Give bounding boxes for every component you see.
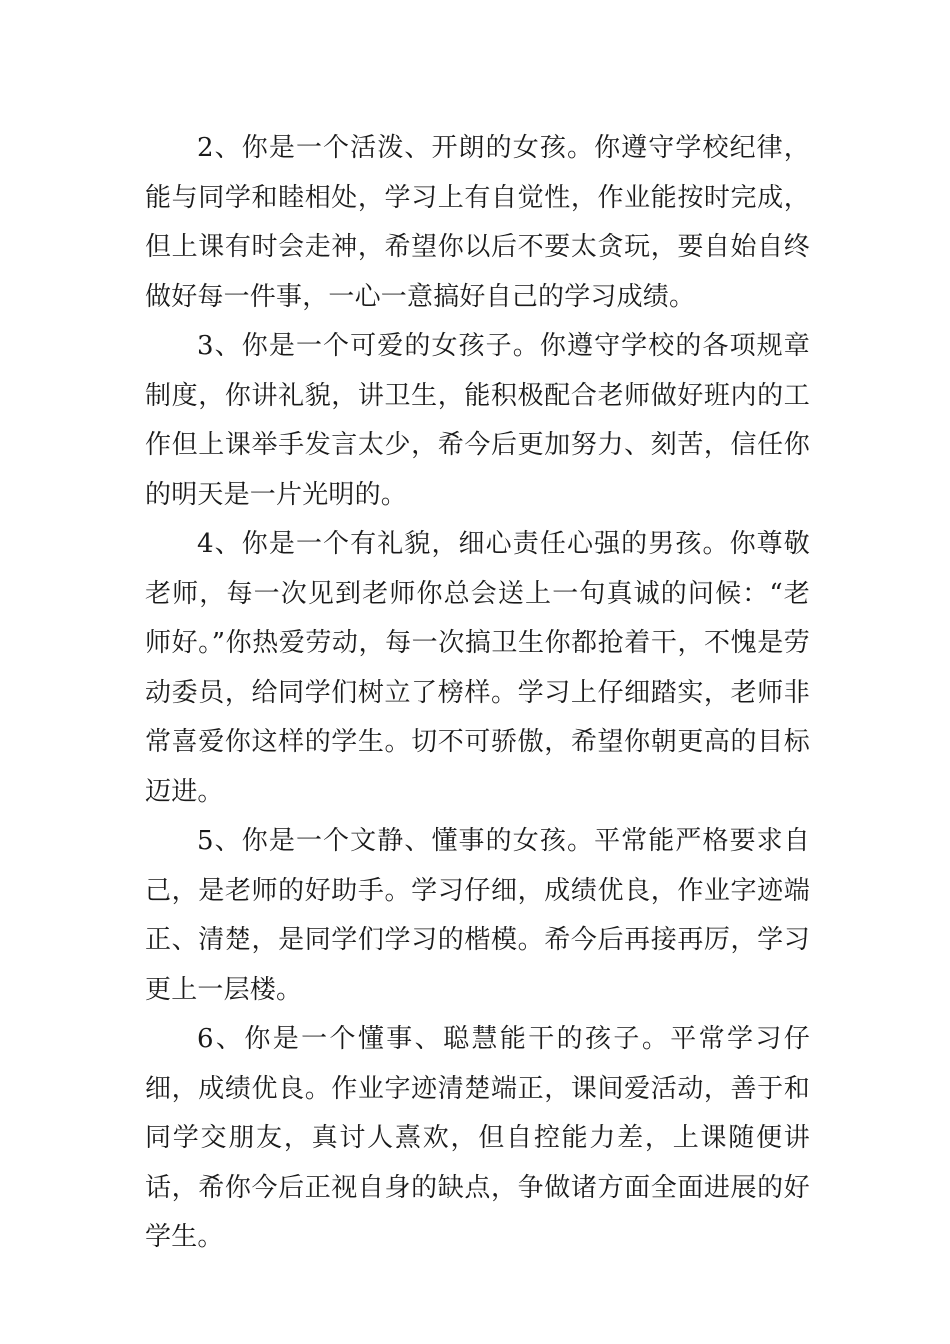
document-body	[145, 124, 810, 1263]
paragraph-comment-5: 5、你是一个文静、懂事的女孩。平常能严格要求自己，是老师的好助手。学习仔细，成绩优良，作业字迹端正、清楚，是同学们学习的楷模。希今后再接再厉，学习更上一层楼。	[145, 826, 810, 1005]
paragraph-comment-6: 6、你是一个懂事、聪慧能干的孩子。平常学习仔细，成绩优良。作业字迹清楚端正，课间爱活动，善于和同学交朋友，真讨人熹欢，但自控能力差，上课随便讲话，希你今后正视自身的缺点，争做诸方面全面进展的好学生。	[145, 1024, 810, 1252]
paragraph-comment-3: 3、你是一个可爱的女孩子。你遵守学校的各项规章制度，你讲礼貌，讲卫生，能积极配合老师做好班内的工作但上课举手发言太少，希今后更加努力、刻苦，信任你的明天是一片光明的。	[145, 331, 810, 510]
paragraph-comment-2: 2、你是一个活泼、开朗的女孩。你遵守学校纪律，能与同学和睦相处，学习上有自觉性，作业能按时完成，但上课有时会走神，希望你以后不要太贪玩，要自始自终做好每一件事，一心一意搞好自己的学习成绩。	[145, 133, 810, 312]
paragraph-comment-4: 4、你是一个有礼貌，细心责任心强的男孩。你尊敬老师，每一次见到老师你总会送上一句真诚的问候：“老师好。”你热爱劳动，每一次搞卫生你都抢着干，不愧是劳动委员，给同学们树立了榜样。学习上仔细踏实，老师非常喜爱你这样的学生。切不可骄傲，希望你朝更高的目标迈进。	[145, 529, 810, 807]
